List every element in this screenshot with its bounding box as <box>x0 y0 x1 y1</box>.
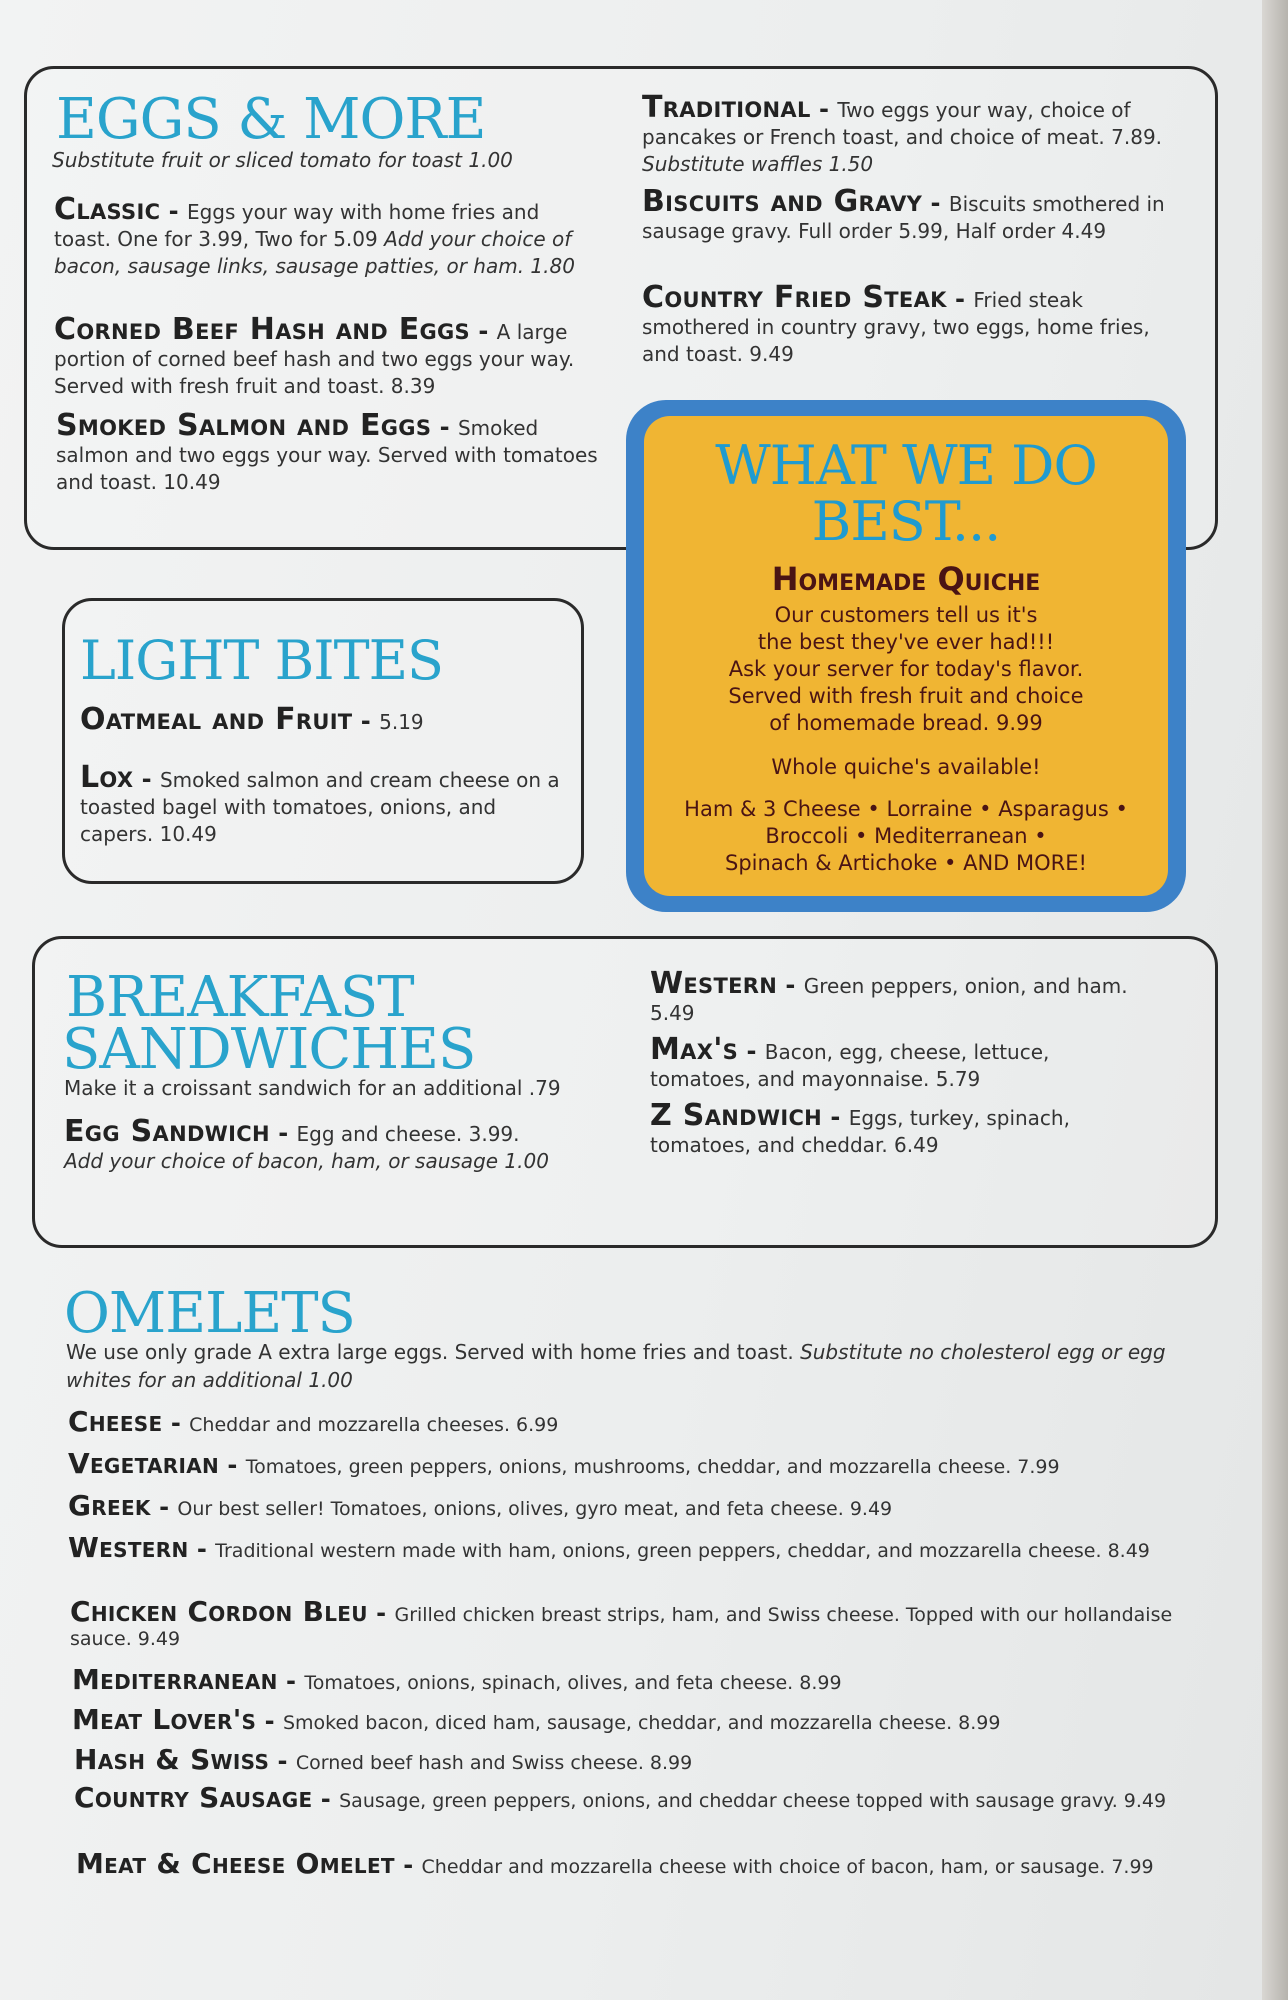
omelet-item: Hash & Swiss - Corned beef hash and Swiss cheese. 8.99 <box>74 1743 693 1776</box>
item-name: Corned Beef Hash and Eggs <box>54 312 470 347</box>
omelet-item: Cheese - Cheddar and mozzarella cheeses. 6.99 <box>68 1405 559 1438</box>
menu-item-z-sandwich: Z Sandwich - Eggs, turkey, spinach, tomatoes, and cheddar. 6.49 <box>650 1098 1070 1157</box>
item-desc: Traditional western made with ham, onions, green peppers, cheddar, and mozzarella cheese. 8.49 <box>215 1540 1150 1562</box>
item-desc: Eggs your way with home fries and toast. One for 3.99, Two for 5.09 <box>54 200 540 251</box>
omelet-item: Meat Lover's - Smoked bacon, diced ham, sausage, cheddar, and mozzarella cheese. 8.99 <box>72 1703 1001 1736</box>
item-desc: Our best seller! Tomatoes, onions, olives, gyro meat, and feta cheese. 9.49 <box>177 1498 893 1520</box>
light-bites-title: LIGHT BITES <box>80 629 444 692</box>
omelets-note-italic: Substitute no cholesterol egg or egg whites for an additional 1.00 <box>66 1340 1166 1392</box>
omelet-item: Vegetarian - Tomatoes, green peppers, onions, mushrooms, cheddar, and mozzarella cheese. 7.99 <box>68 1447 1060 1480</box>
item-desc: Cheddar and mozzarella cheese with choice of bacon, ham, or sausage. 7.99 <box>421 1856 1154 1878</box>
item-desc: Fried steak smothered in country gravy, two eggs, home fries, and toast. 9.49 <box>642 288 1150 366</box>
item-desc: Biscuits smothered in sausage gravy. Full order 5.99, Half order 4.49 <box>642 192 1165 243</box>
omelet-item: Western - Traditional western made with ham, onions, green peppers, cheddar, and mozzarella cheese. 8.49 <box>68 1531 1150 1564</box>
best-line: the best they've ever had!!! <box>757 630 1055 654</box>
sandwiches-title-line1: BREAKFAST <box>66 965 414 1030</box>
item-name: Mediterranean <box>72 1663 278 1696</box>
omelets-note-text: We use only grade A extra large eggs. Served with home fries and toast. <box>66 1340 794 1364</box>
item-desc: Tomatoes, onions, spinach, olives, and feta cheese. 8.99 <box>304 1672 842 1694</box>
what-we-do-best-panel <box>626 400 1186 912</box>
item-extra: Add your choice of bacon, sausage links, sausage patties, or ham. 1.80 <box>54 227 575 278</box>
best-line: Served with fresh fruit and choice <box>728 684 1084 708</box>
best-flavors: Broccoli • Mediterranean • <box>765 824 1047 848</box>
item-name: Meat Lover's <box>72 1703 257 1736</box>
sandwiches-title-line2: SANDWICHES <box>62 1017 476 1082</box>
item-name: Oatmeal and Fruit <box>80 702 353 737</box>
item-desc: Smoked bacon, diced ham, sausage, cheddar, and mozzarella cheese. 8.99 <box>282 1712 1001 1734</box>
what-we-do-best-inner <box>644 416 1168 896</box>
item-name: Western <box>650 966 778 1001</box>
item-name: Biscuits and Gravy <box>642 184 923 219</box>
omelet-item: Meat & Cheese Omelet - Cheddar and mozzarella cheese with choice of bacon, ham, or sausage. 7.99 <box>76 1847 1154 1880</box>
best-line: of homemade bread. 9.99 <box>769 711 1043 735</box>
menu-item-country-fried-steak: Country Fried Steak - Fried steak smothered in country gravy, two eggs, home fries, and toast. 9.49 <box>642 280 1150 366</box>
menu-item-classic: Classic - Eggs your way with home fries and toast. One for 3.99, Two for 5.09 Add your choice of bacon, sausage links, sausage patties, or ham. 1.80 <box>54 192 575 278</box>
best-flavors: Spinach & Artichoke • AND MORE! <box>725 851 1087 875</box>
item-desc: Two eggs your way, choice of pancakes or French toast, and choice of meat. 7.89. <box>642 98 1163 149</box>
item-desc: Smoked salmon and cream cheese on a toasted bagel with tomatoes, onions, and capers. 10.49 <box>80 768 560 846</box>
omelet-item: Country Sausage - Sausage, green peppers, onions, and cheddar cheese topped with sausage gravy. 9.49 <box>74 1781 1167 1814</box>
item-desc: 5.19 <box>379 710 424 734</box>
item-desc: A large portion of corned beef hash and two eggs your way. Served with fresh fruit and toast. 8.39 <box>54 320 575 398</box>
best-line: Our customers tell us it's <box>774 603 1038 627</box>
omelet-item: Mediterranean - Tomatoes, onions, spinach, olives, and feta cheese. 8.99 <box>72 1663 842 1696</box>
menu-item-corned-beef-hash: Corned Beef Hash and Eggs - A large portion of corned beef hash and two eggs your way. Served with fresh fruit and toast. 8.39 <box>54 312 575 398</box>
item-name: Vegetarian <box>68 1447 220 1480</box>
item-name: Country Sausage <box>74 1781 313 1814</box>
omelets-title: OMELETS <box>64 1281 355 1346</box>
item-name: Traditional <box>642 90 811 125</box>
best-title: WHAT WE DO BEST... <box>715 434 1097 553</box>
menu-item-oatmeal: Oatmeal and Fruit - 5.19 <box>80 702 424 737</box>
item-name: Meat & Cheese Omelet <box>76 1847 395 1880</box>
best-subtitle: Homemade Quiche <box>771 560 1041 598</box>
item-desc: Egg and cheese. 3.99. <box>296 1122 520 1146</box>
menu-item-lox: Lox - Smoked salmon and cream cheese on a toasted bagel with tomatoes, onions, and capers. 10.49 <box>80 760 560 846</box>
item-desc: Grilled chicken breast strips, ham, and Swiss cheese. Topped with our hollandaise sauce. 9.49 <box>70 1604 1173 1650</box>
item-name: Lox <box>80 760 134 795</box>
omelet-item: Chicken Cordon Bleu - Grilled chicken breast strips, ham, and Swiss cheese. Topped with our hollandaise sauce. 9.49 <box>70 1595 1173 1650</box>
item-desc: Smoked salmon and two eggs your way. Served with tomatoes and toast. 10.49 <box>56 416 598 494</box>
menu-item-maxs: Max's - Bacon, egg, cheese, lettuce, tomatoes, and mayonnaise. 5.79 <box>650 1032 1050 1091</box>
menu-item-egg-sandwich: Egg Sandwich - Egg and cheese. 3.99. Add your choice of bacon, ham, or sausage 1.00 <box>64 1114 549 1173</box>
item-name: Country Fried Steak <box>642 280 947 315</box>
item-desc: Eggs, turkey, spinach, tomatoes, and cheddar. 6.49 <box>650 1106 1070 1157</box>
menu-item-biscuits-and-gravy: Biscuits and Gravy - Biscuits smothered in sausage gravy. Full order 5.99, Half order 4.49 <box>642 184 1165 243</box>
item-desc: Tomatoes, green peppers, onions, mushrooms, cheddar, and mozzarella cheese. 7.99 <box>245 1456 1060 1478</box>
item-extra: Substitute waffles 1.50 <box>642 152 874 176</box>
menu-item-smoked-salmon: Smoked Salmon and Eggs - Smoked salmon and two eggs your way. Served with tomatoes and toast. 10.49 <box>56 408 598 494</box>
eggs-note: Substitute fruit or sliced tomato for toast 1.00 <box>52 148 513 172</box>
item-name: Chicken Cordon Bleu <box>70 1595 368 1628</box>
best-whole-quiche: Whole quiche's available! <box>771 755 1041 779</box>
best-flavors: Ham & 3 Cheese • Lorraine • Asparagus • <box>684 797 1128 821</box>
item-name: Greek <box>68 1489 151 1522</box>
omelets-note <box>66 1338 1196 1394</box>
menu-item-traditional: Traditional - Two eggs your way, choice of pancakes or French toast, and choice of meat. 7.89. Substitute waffles 1.50 <box>642 90 1163 176</box>
menu-item-western-sandwich: Western - Green peppers, onion, and ham. 5.49 <box>650 966 1128 1025</box>
item-desc: Green peppers, onion, and ham. 5.49 <box>650 974 1128 1025</box>
item-desc: Sausage, green peppers, onions, and cheddar cheese topped with sausage gravy. 9.49 <box>339 1790 1167 1812</box>
sandwiches-note: Make it a croissant sandwich for an additional .79 <box>64 1076 561 1100</box>
omelet-item: Greek - Our best seller! Tomatoes, onions, olives, gyro meat, and feta cheese. 9.49 <box>68 1489 893 1522</box>
item-name: Classic <box>54 192 161 227</box>
best-line: Ask your server for today's flavor. <box>728 657 1084 681</box>
item-name: Egg Sandwich <box>64 1114 270 1149</box>
page-edge <box>1262 0 1288 2000</box>
eggs-section-title: EGGS & MORE <box>56 87 486 152</box>
item-desc: Cheddar and mozzarella cheeses. 6.99 <box>189 1414 559 1436</box>
item-name: Smoked Salmon and Eggs <box>56 408 432 443</box>
item-desc: Bacon, egg, cheese, lettuce, tomatoes, and mayonnaise. 5.79 <box>650 1040 1050 1091</box>
item-name: Max's <box>650 1032 739 1067</box>
item-extra: Add your choice of bacon, ham, or sausage 1.00 <box>64 1149 549 1173</box>
item-name: Z Sandwich <box>650 1098 823 1133</box>
item-name: Western <box>68 1531 189 1564</box>
item-desc: Corned beef hash and Swiss cheese. 8.99 <box>295 1752 693 1774</box>
item-name: Hash & Swiss <box>74 1743 270 1776</box>
item-name: Cheese <box>68 1405 163 1438</box>
